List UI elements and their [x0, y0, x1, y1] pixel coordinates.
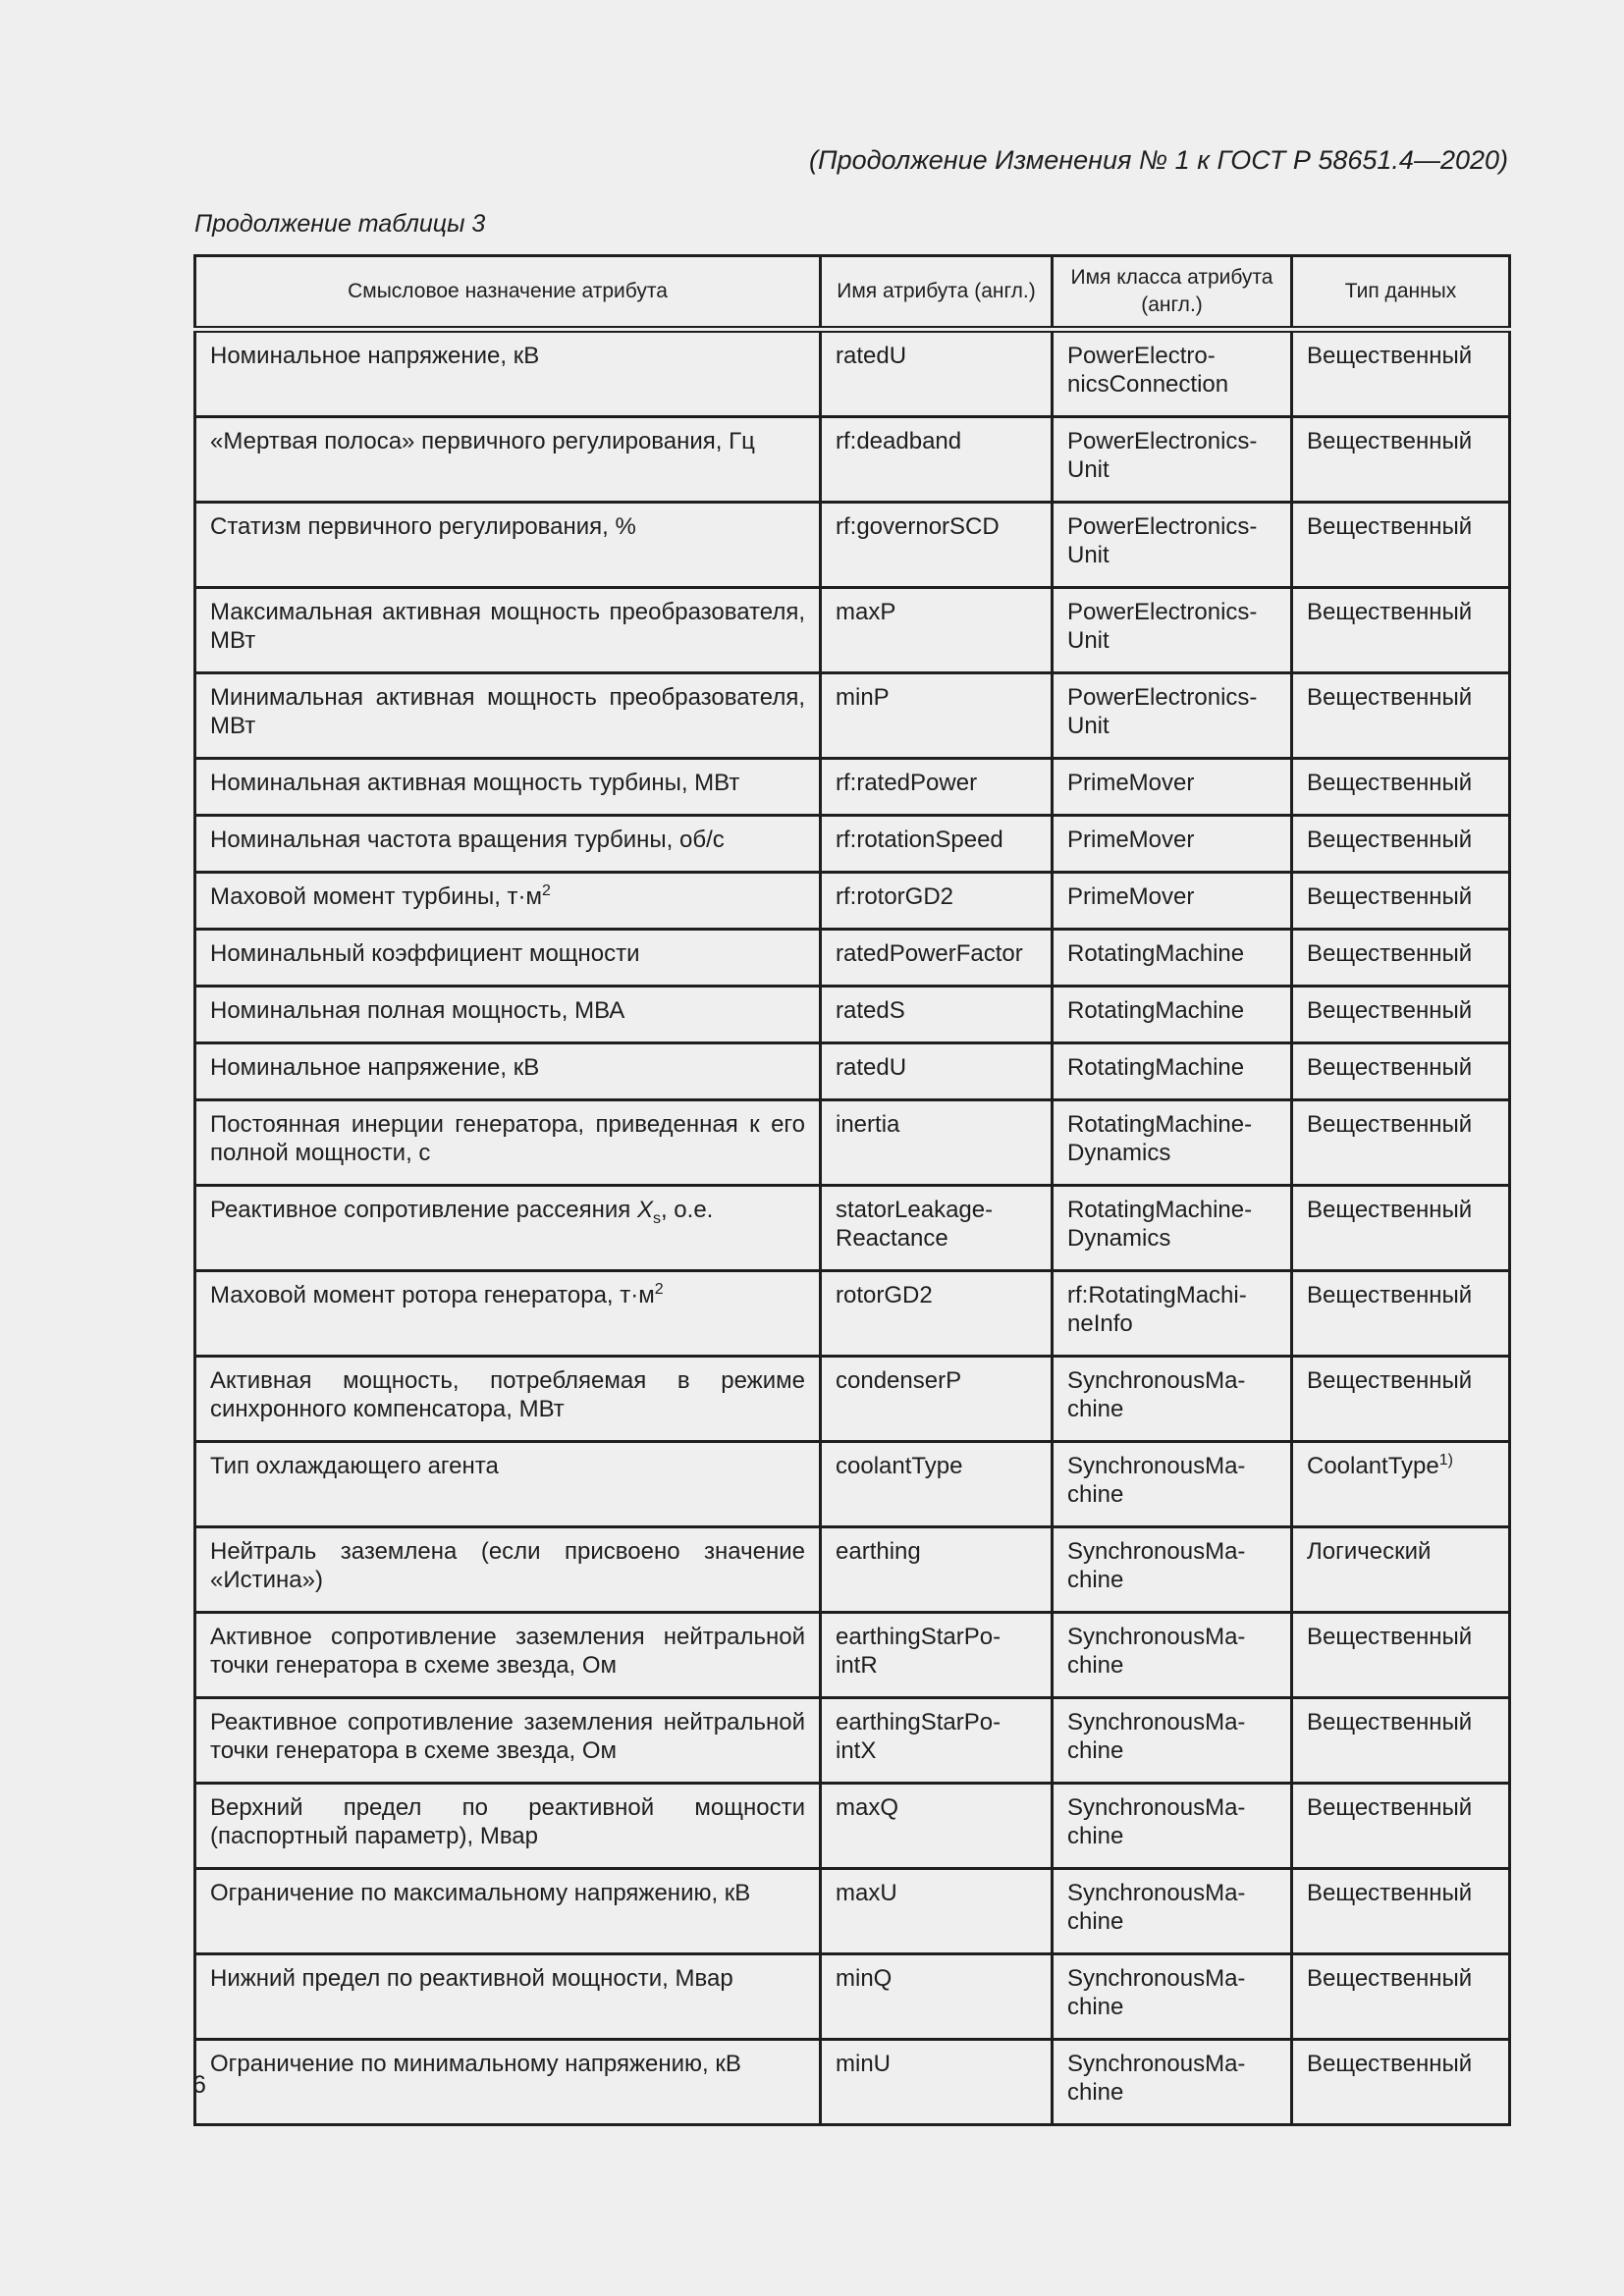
table-row	[195, 2040, 1510, 2125]
cell-data-type: Вещественный	[1292, 930, 1510, 987]
table-row	[195, 1869, 1510, 1954]
cell-data-type: Вещественный	[1292, 1357, 1510, 1442]
table-row	[195, 330, 1510, 417]
cell-purpose: Нейтраль заземлена (если присвоено значение «Истина»)	[195, 1527, 821, 1613]
cell-purpose: Маховой момент турбины, $т\cdot м^2$	[195, 873, 821, 930]
cell-attribute-name: statorLeakage-Reactance	[821, 1186, 1053, 1271]
column-header-attribute-name: Имя атрибута (англ.)	[821, 256, 1053, 330]
cell-data-type: Вещественный	[1292, 1784, 1510, 1869]
cell-data-type: Вещественный	[1292, 873, 1510, 930]
cell-class-name: SynchronousMa-chine	[1053, 1869, 1292, 1954]
cell-purpose: Номинальная активная мощность турбины, МВт	[195, 759, 821, 816]
cell-class-name: SynchronousMa-chine	[1053, 1698, 1292, 1784]
cell-data-type: Вещественный	[1292, 816, 1510, 873]
cell-purpose: Номинальный коэффициент мощности	[195, 930, 821, 987]
table-row	[195, 1698, 1510, 1784]
cell-attribute-name: ratedU	[821, 330, 1053, 417]
attributes-table	[193, 254, 1511, 2126]
cell-purpose: Ограничение по минимальному напряжению, кВ	[195, 2040, 821, 2125]
cell-class-name: SynchronousMa-chine	[1053, 1527, 1292, 1613]
cell-data-type: Вещественный	[1292, 1043, 1510, 1100]
table-row	[195, 1442, 1510, 1527]
column-header-data-type: Тип данных	[1292, 256, 1510, 330]
column-header-purpose: Смысловое назначение атрибута	[195, 256, 821, 330]
cell-purpose: Тип охлаждающего агента	[195, 1442, 821, 1527]
cell-attribute-name: maxP	[821, 588, 1053, 673]
table-row	[195, 987, 1510, 1043]
cell-class-name: SynchronousMa-chine	[1053, 1954, 1292, 2040]
cell-purpose: Постоянная инерции генератора, приведенная к его полной мощности, с	[195, 1100, 821, 1186]
cell-data-type: Вещественный	[1292, 1271, 1510, 1357]
table-row	[195, 1954, 1510, 2040]
cell-class-name: SynchronousMa-chine	[1053, 2040, 1292, 2125]
table-row	[195, 1613, 1510, 1698]
page-number: 6	[192, 2071, 206, 2099]
cell-attribute-name: maxU	[821, 1869, 1053, 1954]
cell-purpose: Минимальная активная мощность преобразователя, МВт	[195, 673, 821, 759]
table-row	[195, 930, 1510, 987]
cell-attribute-name: rf:rotationSpeed	[821, 816, 1053, 873]
cell-data-type: Вещественный	[1292, 588, 1510, 673]
cell-data-type: Вещественный	[1292, 987, 1510, 1043]
cell-attribute-name: coolantType	[821, 1442, 1053, 1527]
cell-data-type: Вещественный	[1292, 759, 1510, 816]
cell-purpose: Номинальное напряжение, кВ	[195, 330, 821, 417]
cell-attribute-name: rotorGD2	[821, 1271, 1053, 1357]
cell-data-type: Вещественный	[1292, 417, 1510, 503]
cell-class-name: PowerElectronics-Unit	[1053, 503, 1292, 588]
document-header: (Продолжение Изменения № 1 к ГОСТ Р 58651.4—2020)	[809, 145, 1508, 175]
cell-purpose: Статизм первичного регулирования, %	[195, 503, 821, 588]
column-header-class-name: Имя класса атрибута (англ.)	[1053, 256, 1292, 330]
table-body	[195, 330, 1510, 2125]
cell-purpose: Активное сопротивление заземления нейтральной точки генератора в схеме звезда, Ом	[195, 1613, 821, 1698]
cell-attribute-name: minQ	[821, 1954, 1053, 2040]
table-row	[195, 673, 1510, 759]
table-row	[195, 1100, 1510, 1186]
cell-class-name: RotatingMachine	[1053, 1043, 1292, 1100]
cell-purpose: Маховой момент ротора генератора, $т\cdot м^2$	[195, 1271, 821, 1357]
cell-class-name: PowerElectronics-Unit	[1053, 588, 1292, 673]
cell-attribute-name: ratedPowerFactor	[821, 930, 1053, 987]
table-header-row	[195, 256, 1510, 330]
cell-purpose: Реактивное сопротивление рассеяния $X_s$, о.е.	[195, 1186, 821, 1271]
cell-purpose: Ограничение по максимальному напряжению, кВ	[195, 1869, 821, 1954]
table-header	[195, 256, 1510, 330]
cell-attribute-name: earthingStarPo-intX	[821, 1698, 1053, 1784]
cell-class-name: rf:RotatingMachi-neInfo	[1053, 1271, 1292, 1357]
cell-attribute-name: rf:rotorGD2	[821, 873, 1053, 930]
cell-attribute-name: ratedU	[821, 1043, 1053, 1100]
cell-attribute-name: condenserP	[821, 1357, 1053, 1442]
cell-class-name: PrimeMover	[1053, 816, 1292, 873]
table-row	[195, 1527, 1510, 1613]
cell-attribute-name: earthingStarPo-intR	[821, 1613, 1053, 1698]
cell-class-name: RotatingMachine	[1053, 987, 1292, 1043]
table-row	[195, 1043, 1510, 1100]
cell-class-name: PrimeMover	[1053, 873, 1292, 930]
cell-data-type: Вещественный	[1292, 503, 1510, 588]
cell-data-type: CoolantType$^{1)}$	[1292, 1442, 1510, 1527]
table-row	[195, 503, 1510, 588]
cell-attribute-name: rf:ratedPower	[821, 759, 1053, 816]
cell-class-name: PowerElectronics-Unit	[1053, 417, 1292, 503]
table-row	[195, 1357, 1510, 1442]
table-row	[195, 873, 1510, 930]
cell-attribute-name: rf:governorSCD	[821, 503, 1053, 588]
cell-class-name: RotatingMachine-Dynamics	[1053, 1100, 1292, 1186]
table-row	[195, 1186, 1510, 1271]
cell-class-name: PowerElectro-nicsConnection	[1053, 330, 1292, 417]
cell-data-type: Вещественный	[1292, 673, 1510, 759]
cell-attribute-name: rf:deadband	[821, 417, 1053, 503]
cell-class-name: RotatingMachine	[1053, 930, 1292, 987]
cell-data-type: Вещественный	[1292, 1954, 1510, 2040]
table-row	[195, 759, 1510, 816]
table-caption: Продолжение таблицы 3	[194, 210, 486, 238]
cell-attribute-name: inertia	[821, 1100, 1053, 1186]
table-row	[195, 417, 1510, 503]
cell-attribute-name: earthing	[821, 1527, 1053, 1613]
table-row	[195, 588, 1510, 673]
cell-purpose: Нижний предел по реактивной мощности, Мвар	[195, 1954, 821, 2040]
cell-purpose: Номинальная частота вращения турбины, об/с	[195, 816, 821, 873]
cell-purpose: «Мертвая полоса» первичного регулирования, Гц	[195, 417, 821, 503]
cell-class-name: SynchronousMa-chine	[1053, 1784, 1292, 1869]
cell-data-type: Логический	[1292, 1527, 1510, 1613]
cell-data-type: Вещественный	[1292, 1613, 1510, 1698]
cell-data-type: Вещественный	[1292, 1869, 1510, 1954]
cell-purpose: Верхний предел по реактивной мощности (паспортный параметр), Мвар	[195, 1784, 821, 1869]
cell-purpose: Реактивное сопротивление заземления нейтральной точки генератора в схеме звезда, Ом	[195, 1698, 821, 1784]
table-row	[195, 816, 1510, 873]
cell-class-name: PowerElectronics-Unit	[1053, 673, 1292, 759]
cell-data-type: Вещественный	[1292, 1698, 1510, 1784]
cell-class-name: SynchronousMa-chine	[1053, 1357, 1292, 1442]
cell-data-type: Вещественный	[1292, 330, 1510, 417]
cell-attribute-name: maxQ	[821, 1784, 1053, 1869]
table-row	[195, 1271, 1510, 1357]
table-row	[195, 1784, 1510, 1869]
cell-purpose: Активная мощность, потребляемая в режиме синхронного компенсатора, МВт	[195, 1357, 821, 1442]
cell-data-type: Вещественный	[1292, 2040, 1510, 2125]
cell-purpose: Номинальная полная мощность, МВА	[195, 987, 821, 1043]
cell-data-type: Вещественный	[1292, 1100, 1510, 1186]
cell-attribute-name: minU	[821, 2040, 1053, 2125]
cell-purpose: Номинальное напряжение, кВ	[195, 1043, 821, 1100]
cell-data-type: Вещественный	[1292, 1186, 1510, 1271]
cell-class-name: RotatingMachine-Dynamics	[1053, 1186, 1292, 1271]
cell-purpose: Максимальная активная мощность преобразователя, МВт	[195, 588, 821, 673]
cell-class-name: SynchronousMa-chine	[1053, 1442, 1292, 1527]
cell-class-name: PrimeMover	[1053, 759, 1292, 816]
cell-class-name: SynchronousMa-chine	[1053, 1613, 1292, 1698]
cell-attribute-name: ratedS	[821, 987, 1053, 1043]
cell-attribute-name: minP	[821, 673, 1053, 759]
